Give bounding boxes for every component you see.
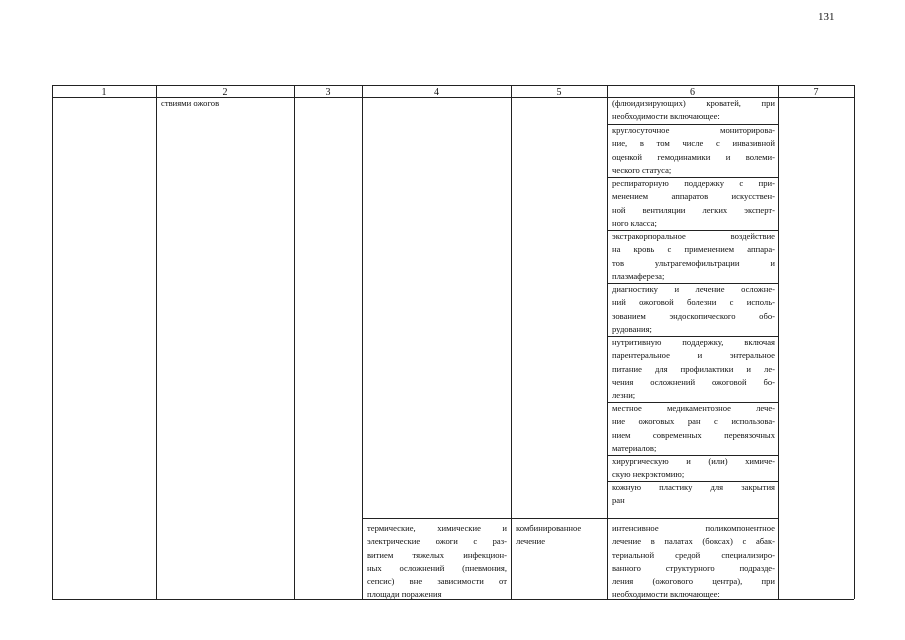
col6-item-6: нутритивную поддержку, включая парентеральное и энтеральное питание для профилактики и ле- чения осложнений ожоговой бо- лезни; (612, 337, 775, 401)
header-col-6: 6 (690, 87, 695, 98)
header-col-7: 7 (813, 87, 819, 98)
col6-item-1: (флюидизирующих) кроватей, при необходимости включающее: (612, 98, 775, 122)
column-border (52, 85, 53, 599)
col6-item-9: кожную пластику для закрытия ран (612, 482, 775, 506)
col6-divider (608, 518, 778, 519)
col6-item-2: круглосуточное мониторирова- ние, в том числе с инвазивной оценкой гемодинамики и волеми- ческого статуса; (612, 125, 775, 175)
column-border (294, 85, 295, 599)
row2-col5-text: комбинированное лечение (516, 523, 582, 547)
row2-col6-text: интенсивное поликомпонентное лечение в палатах (боксах) с абак- териальной средой специализиро- ванного структурного подразде- ления (ожогового центра), при необходимости включающее: (612, 523, 775, 600)
row1-col2-text: ствиями ожогов (161, 98, 220, 108)
row-divider-col4-5 (362, 518, 607, 519)
column-border (362, 85, 363, 599)
col6-item-8: хирургическую и (или) химиче- скую некрэктомию; (612, 456, 775, 480)
col6-item-3: респираторную поддержку с при- менением аппаратов искусствен- ной вентиляции легких эксперт- ного класса; (612, 178, 775, 228)
col6-item-7: местное медикаментозное лече- ние ожоговых ран с использова- нием современных перевязочных материалов; (612, 403, 775, 453)
column-border (511, 85, 512, 599)
col6-item-4: экстракорпоральное воздействие на кровь с применением аппара- тов ультрагемофильтрации и плазмафереза; (612, 231, 775, 281)
page-number: 131 (818, 11, 835, 23)
header-col-1: 1 (101, 87, 107, 98)
col6-item-5: диагностику и лечение осложне- ний ожоговой болезни с исполь- зованием эндоскопического обо- рудования; (612, 284, 775, 334)
column-border (607, 85, 608, 599)
header-col-2: 2 (222, 87, 228, 98)
row2-col4-text: термические, химические и электрические ожоги с раз- витием тяжелых инфекцион- ных осложнений (пневмония, сепсис) вне зависимости от площади поражения (367, 523, 507, 600)
header-col-5: 5 (556, 87, 562, 98)
header-col-3: 3 (325, 87, 331, 98)
column-border (854, 85, 855, 599)
column-border (156, 85, 157, 599)
header-col-4: 4 (434, 87, 439, 98)
table-top-border (52, 85, 854, 86)
column-border (778, 85, 779, 599)
